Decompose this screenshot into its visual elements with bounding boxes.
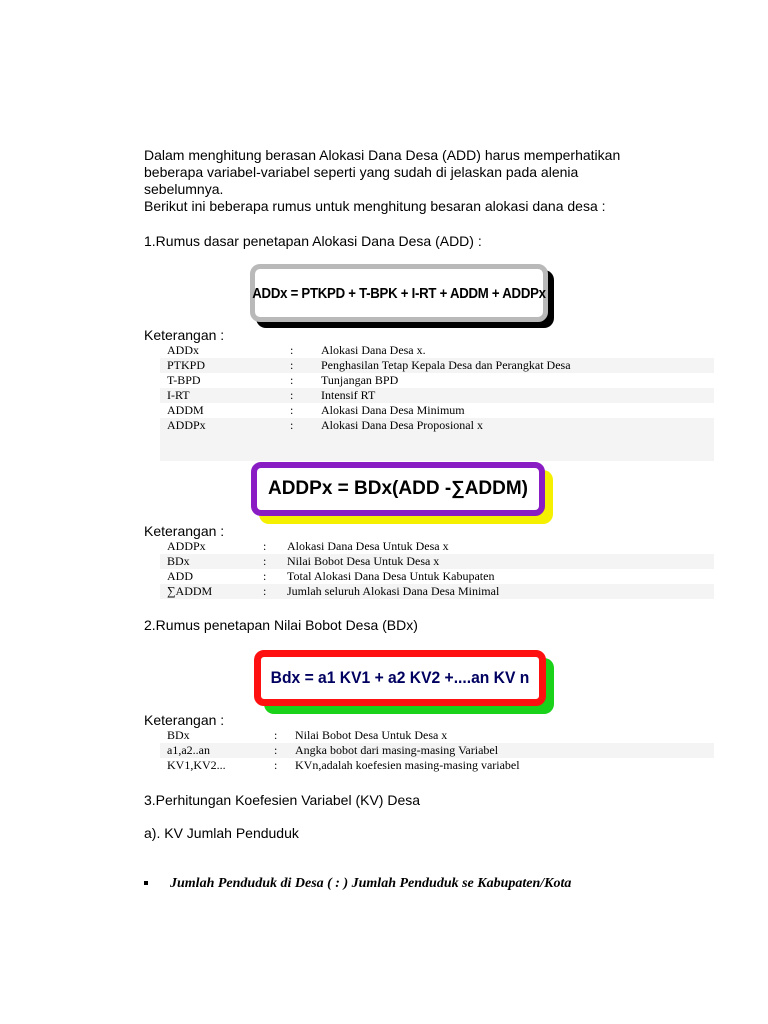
intro-line: Berikut ini beberapa rumus untuk menghitung besaran alokasi dana desa :	[144, 198, 606, 214]
intro-paragraph	[144, 147, 664, 215]
definition-row: BDx : Nilai Bobot Desa Untuk Desa x	[167, 728, 448, 742]
section2-definitions	[160, 539, 714, 599]
intro-line: beberapa variabel-variabel seperti yang sudah di jelaskan pada alenia	[144, 164, 579, 180]
definition-row: PTKPD : Penghasilan Tetap Kepala Desa dan Perangkat Desa	[160, 358, 714, 373]
formula-add-text: ADDx = PTKPD + T-BPK + I-RT + ADDM + ADDPx	[252, 284, 546, 302]
section3-keterangan-label: Keterangan :	[144, 712, 225, 728]
section3-definitions	[160, 728, 714, 773]
section4-subheading: a). KV Jumlah Penduduk	[144, 825, 299, 841]
definition-row: ADDx : Alokasi Dana Desa x.	[167, 343, 426, 357]
definition-row: ADDM : Alokasi Dana Desa Minimum	[167, 403, 465, 417]
section4-heading: 3.Perhitungan Koefesien Variabel (KV) Desa	[144, 792, 421, 808]
definition-row: T-BPD : Tunjangan BPD	[167, 373, 399, 387]
definition-row: ADDPx : Alokasi Dana Desa Untuk Desa x	[167, 539, 449, 553]
formula-addpx-text: ADDPx = BDx(ADD -∑ADDM)	[267, 478, 529, 499]
definition-padding	[160, 433, 714, 461]
definition-row: I-RT : Intensif RT	[160, 388, 714, 403]
bullet-square-icon	[144, 881, 148, 885]
definition-row: ∑ADDM : Jumlah seluruh Alokasi Dana Desa Minimal	[160, 584, 714, 599]
definition-row: ADDPx : Alokasi Dana Desa Proposional x	[160, 418, 714, 433]
formula-bdx-box	[254, 650, 554, 714]
formula-bdx-text: Bdx = a1 KV1 + a2 KV2 +....an KV n	[270, 668, 530, 687]
section2-keterangan-label: Keterangan :	[144, 523, 225, 539]
intro-line: Dalam menghitung berasan Alokasi Dana Desa (ADD) harus memperhatikan	[144, 147, 621, 163]
formula-add-box	[250, 264, 554, 328]
definition-row: BDx : Nilai Bobot Desa Untuk Desa x	[160, 554, 714, 569]
intro-line: sebelumnya.	[144, 181, 224, 197]
definition-row: KV1,KV2... : KVn,adalah koefesien masing-masing variabel	[167, 758, 520, 772]
definition-row: a1,a2..an : Angka bobot dari masing-masing Variabel	[160, 743, 714, 758]
section1-keterangan-label: Keterangan :	[144, 327, 225, 343]
definition-row: ADD : Total Alokasi Dana Desa Untuk Kabupaten	[167, 569, 495, 583]
section1-definitions	[160, 343, 714, 461]
section3-heading: 2.Rumus penetapan Nilai Bobot Desa (BDx)	[144, 617, 418, 633]
section1-heading: 1.Rumus dasar penetapan Alokasi Dana Desa (ADD) :	[144, 233, 482, 249]
bullet-text: Jumlah Penduduk di Desa ( : ) Jumlah Penduduk se Kabupaten/Kota	[170, 876, 572, 891]
formula-addpx-box	[251, 462, 553, 524]
